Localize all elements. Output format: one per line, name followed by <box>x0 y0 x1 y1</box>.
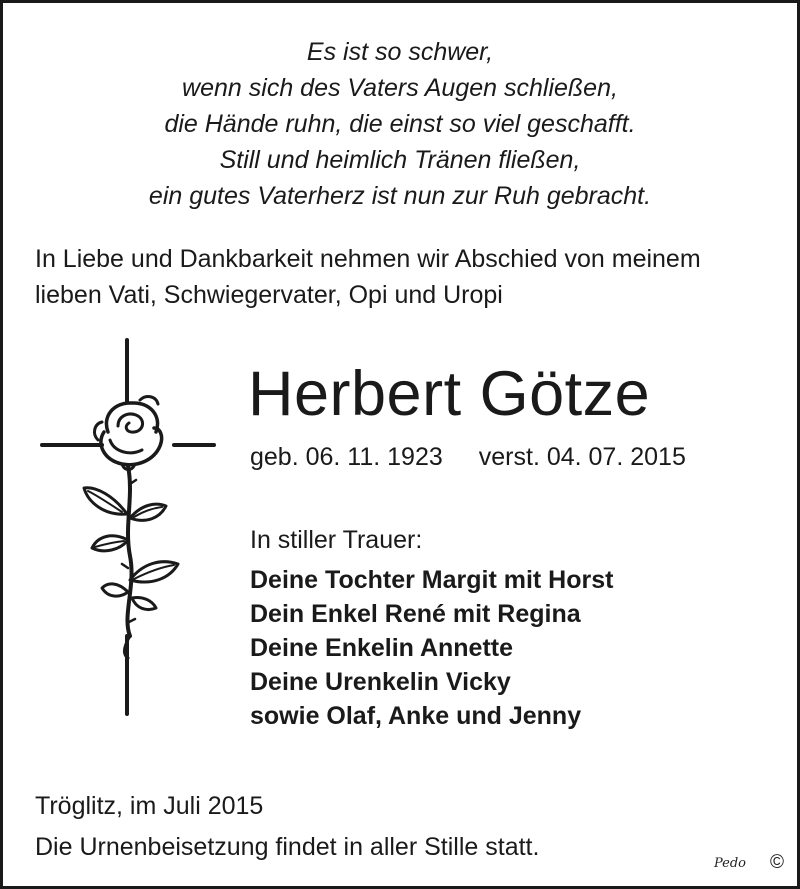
birth-date: geb. 06. 11. 1923 <box>250 443 443 471</box>
intro-line: lieben Vati, Schwiegervater, Opi und Uropi <box>35 281 503 309</box>
place-and-date: Tröglitz, im Juli 2015 <box>35 792 264 820</box>
poem <box>0 34 800 214</box>
designer-signature: Pedo <box>714 856 747 871</box>
poem-line: Still und heimlich Tränen fließen, <box>219 146 581 174</box>
farewell-intro <box>35 241 701 313</box>
mourner-name: Dein Enkel René mit Regina <box>250 600 581 628</box>
mourner-name: Deine Urenkelin Vicky <box>250 668 511 696</box>
mourners-label: In stiller Trauer: <box>250 526 423 554</box>
life-dates <box>250 440 686 474</box>
intro-line: In Liebe und Dankbarkeit nehmen wir Abschied von meinem <box>35 245 701 273</box>
death-date: verst. 04. 07. 2015 <box>478 443 686 471</box>
poem-line: die Hände ruhn, die einst so viel geschafft. <box>164 110 636 138</box>
poem-line: Es ist so schwer, <box>306 38 494 66</box>
mourner-name: Deine Tochter Margit mit Horst <box>250 566 614 594</box>
cross-with-rose-icon <box>38 336 218 716</box>
mourner-name: Deine Enkelin Annette <box>250 634 514 662</box>
poem-line: ein gutes Vaterherz ist nun zur Ruh gebracht. <box>148 182 652 210</box>
mourner-name: sowie Olaf, Anke und Jenny <box>250 702 582 730</box>
burial-note: Die Urnenbeisetzung findet in aller Stille statt. <box>35 833 540 861</box>
poem-line: wenn sich des Vaters Augen schließen, <box>182 74 618 102</box>
deceased-name: Herbert Götze <box>248 359 651 429</box>
copyright-mark: © <box>770 852 784 873</box>
mourners-list <box>250 563 613 733</box>
